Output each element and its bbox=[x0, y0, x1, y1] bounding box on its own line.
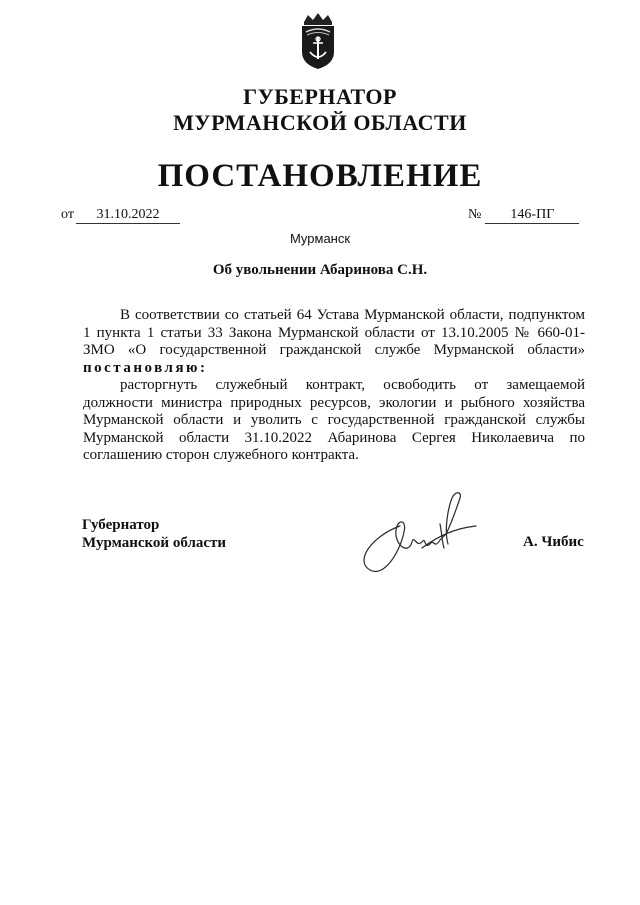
signatory-role-line2: Мурманской области bbox=[82, 535, 227, 551]
date-prefix: от bbox=[61, 207, 74, 222]
date-value: 31.10.2022 bbox=[76, 207, 180, 224]
paragraph-basis bbox=[83, 307, 585, 377]
signatory-role-line1: Губернатор bbox=[82, 517, 160, 533]
number-prefix: № bbox=[468, 207, 482, 222]
basis-text: В соответствии со статьей 64 Устава Мурманской области, подпунктом 1 пункта 1 статьи 33 Закона Мурманской области от 13.10.2005 № 660-01-ЗМО «О государственной гражданской службе Мурманской области» bbox=[83, 307, 585, 358]
number-value: 146-ПГ bbox=[485, 207, 579, 224]
resolve-phrase: постановляю: bbox=[83, 359, 208, 376]
signatory-role bbox=[82, 516, 226, 552]
issuer-title-line1: ГУБЕРНАТОР bbox=[243, 84, 397, 109]
issuer-title-line2: МУРМАНСКОЙ ОБЛАСТИ bbox=[173, 110, 467, 135]
handwritten-signature bbox=[352, 486, 480, 580]
document-date bbox=[61, 207, 180, 224]
document-type-title: ПОСТАНОВЛЕНИЕ bbox=[157, 158, 483, 194]
paragraph-decision: расторгнуть служебный контракт, освободить от замещаемой должности министра природных ресурсов, экологии и рыбного хозяйства Мурманской области и уволить с государственной гражданской службы Мурманской области 31.10.2022 Абаринова Сергея Николаевича по соглашению сторон служебного контракта. bbox=[83, 377, 585, 463]
signatory-name: А. Чибис bbox=[523, 534, 584, 550]
document-subject: Об увольнении Абаринова С.Н. bbox=[212, 262, 428, 278]
coat-of-arms-icon bbox=[298, 12, 338, 70]
document-number bbox=[468, 207, 579, 224]
issue-city: Мурманск bbox=[289, 231, 351, 246]
